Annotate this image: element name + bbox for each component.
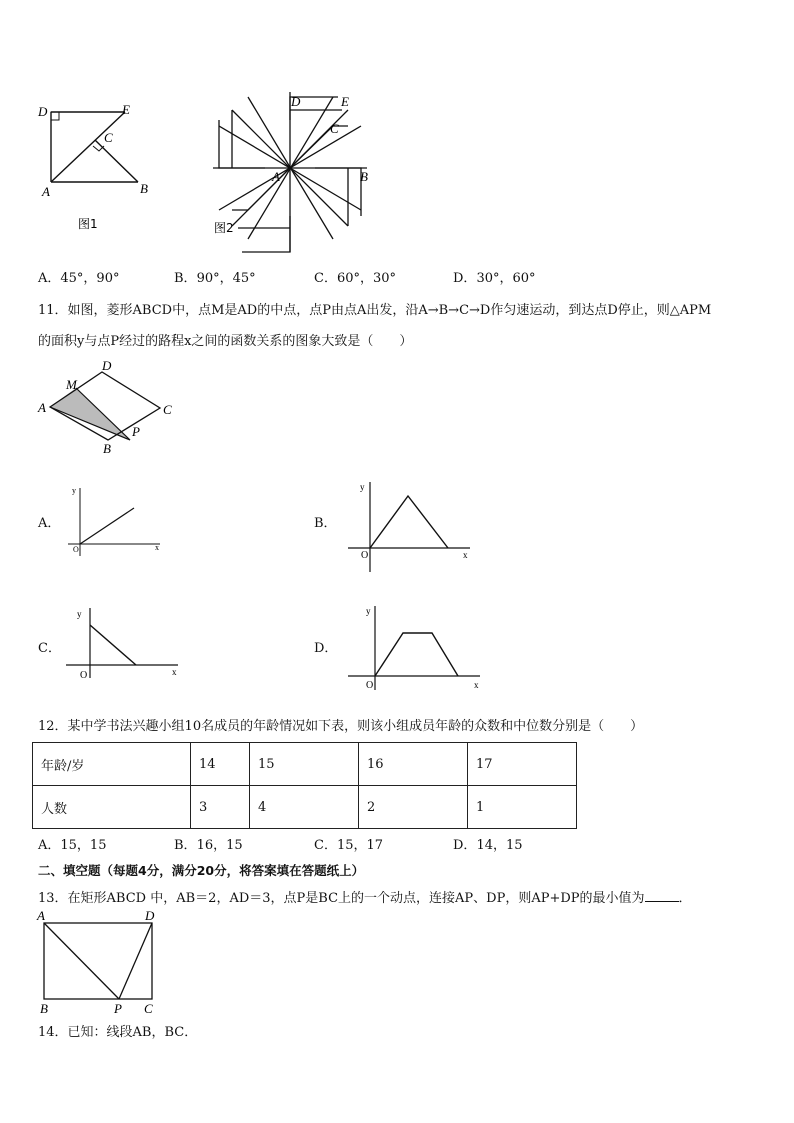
section-title: 二、填空题（每题4分，满分20分，将答案填在答题纸上）	[38, 863, 365, 878]
table-cell: 1	[468, 786, 577, 829]
q11-graph-d	[340, 598, 490, 694]
q13-label-C: C	[144, 1001, 153, 1016]
q11-label-B: B	[103, 441, 111, 456]
q12-option-b: B．16，15	[174, 838, 243, 853]
graph-a-y: y	[72, 486, 76, 495]
table-cell: 2	[359, 786, 468, 829]
q10-option-a: A．45°，90°	[38, 271, 120, 286]
table-cell: 14	[191, 743, 250, 786]
table-header-age: 年龄/岁	[33, 743, 191, 786]
graph-b-x: x	[463, 550, 468, 560]
q13-stem: 13．在矩形ABCD 中，AB＝2，AD＝3，点P是BC上的一个动点，连接AP、DP，则AP+DP的最小值为 ．	[38, 891, 692, 906]
q12-option-a: A．15，15	[38, 838, 107, 853]
graph-b-y: y	[360, 482, 365, 492]
fig2-label-A: A	[272, 169, 280, 184]
q12-option-c: C．15，17	[314, 838, 384, 853]
q11-label-C: C	[163, 402, 172, 417]
fig2-label-D: D	[291, 94, 301, 109]
q11-option-d: D．	[314, 641, 338, 656]
q13-label-P: P	[114, 1001, 122, 1016]
table-cell: 17	[468, 743, 577, 786]
q11-graph-a	[68, 488, 160, 556]
table-header-count: 人数	[33, 786, 191, 829]
graph-d-origin: O	[366, 680, 374, 691]
q10-figure-1	[51, 112, 138, 182]
fig2-label-C: C	[330, 121, 339, 136]
q12-age-table	[32, 742, 577, 829]
graph-c-y: y	[77, 609, 82, 619]
q14-stem: 14．已知：线段AB，BC．	[38, 1025, 198, 1040]
q12-option-d: D．14，15	[453, 838, 523, 853]
table-row	[33, 743, 577, 786]
graph-c-origin: O	[80, 670, 88, 681]
answer-blank[interactable]	[645, 889, 679, 902]
q10-option-d: D．30°，60°	[453, 271, 536, 286]
q11-stem-line1: 11．如图，菱形ABCD中，点M是AD的中点，点P由点A出发，沿A→B→C→D作匀速运动，到达点D停止，则△APM	[38, 303, 712, 318]
q12-stem: 12．某中学书法兴趣小组10名成员的年龄情况如下表，则该小组成员年龄的众数和中位数分别是（ ）	[38, 719, 644, 734]
fig1-label-E: E	[122, 102, 130, 117]
graph-a-origin: O	[73, 545, 79, 554]
table-cell: 4	[250, 786, 359, 829]
fig1-label-C: C	[104, 130, 113, 145]
q11-label-A: A	[38, 400, 46, 415]
q13-rectangle-figure	[30, 908, 180, 1018]
q13-label-B: B	[40, 1001, 48, 1016]
q10-figure-2	[213, 92, 367, 252]
fig1-caption: 图1	[78, 217, 98, 231]
q10-figures	[0, 0, 794, 300]
fig1-label-B: B	[140, 181, 148, 196]
q11-label-M: M	[66, 377, 77, 392]
q11-option-c: C．	[38, 641, 61, 656]
graph-d-y: y	[366, 606, 371, 616]
q13-label-A: A	[37, 908, 45, 923]
table-row	[33, 786, 577, 829]
q11-option-b: B．	[314, 516, 337, 531]
fig1-label-D: D	[38, 104, 48, 119]
graph-c-x: x	[172, 667, 177, 677]
table-cell: 15	[250, 743, 359, 786]
fig2-label-B: B	[360, 169, 368, 184]
fig2-caption: 图2	[214, 221, 234, 235]
table-cell: 16	[359, 743, 468, 786]
q10-option-c: C．60°，30°	[314, 271, 397, 286]
q10-option-b: B．90°，45°	[174, 271, 256, 286]
q11-option-a: A．	[38, 516, 61, 531]
q11-stem-line2: 的面积y与点P经过的路程x之间的函数关系的图象大致是（ ）	[38, 334, 413, 349]
table-cell: 3	[191, 786, 250, 829]
graph-a-x: x	[155, 543, 159, 552]
graph-d-x: x	[474, 680, 479, 690]
q11-label-P: P	[132, 424, 140, 439]
fig2-label-E: E	[341, 94, 349, 109]
q13-label-D: D	[145, 908, 155, 923]
graph-b-origin: O	[361, 550, 369, 561]
q11-label-D: D	[102, 360, 112, 373]
fig1-label-A: A	[42, 184, 50, 199]
q11-graph-c	[66, 608, 178, 678]
